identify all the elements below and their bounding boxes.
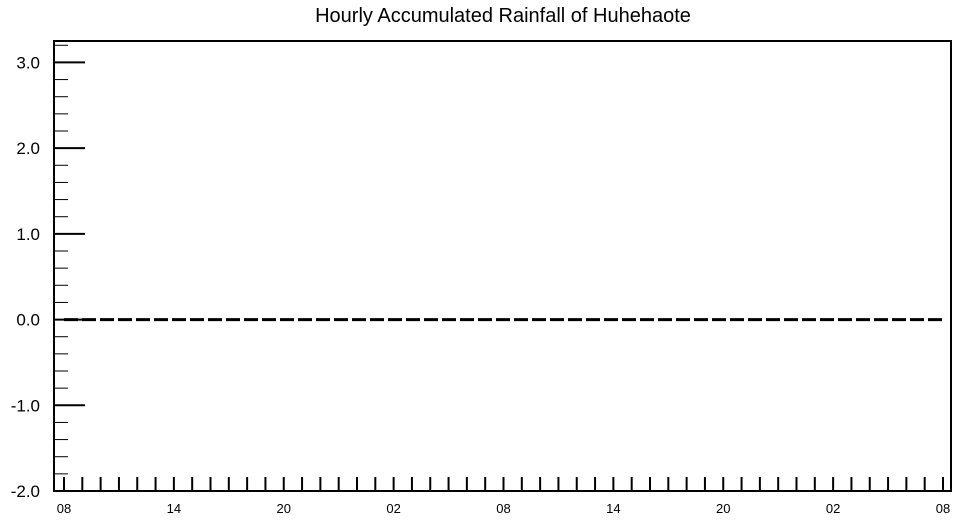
- x-tick-label: 20: [716, 501, 731, 516]
- x-tick-label: 14: [606, 501, 621, 516]
- x-tick-label: 08: [935, 501, 951, 516]
- x-tick-label: 20: [276, 501, 291, 516]
- x-tick-label: 02: [825, 501, 841, 516]
- y-tick-label: 0.0: [16, 310, 40, 330]
- x-axis: [57, 477, 950, 516]
- y-axis: [11, 45, 85, 501]
- y-tick-label: -1.0: [10, 396, 40, 416]
- x-tick-label: 08: [56, 501, 72, 516]
- x-tick-label: 14: [166, 501, 182, 516]
- y-tick-label: -2.0: [10, 482, 40, 501]
- chart-title: Hourly Accumulated Rainfall of Huhehaote: [315, 5, 691, 27]
- y-tick-label: 2.0: [16, 139, 40, 159]
- y-tick-label: 3.0: [16, 53, 40, 73]
- x-tick-label: 08: [496, 501, 511, 516]
- x-tick-label: 02: [386, 501, 401, 516]
- y-tick-label: 1.0: [16, 224, 40, 244]
- plot-frame: [54, 41, 951, 491]
